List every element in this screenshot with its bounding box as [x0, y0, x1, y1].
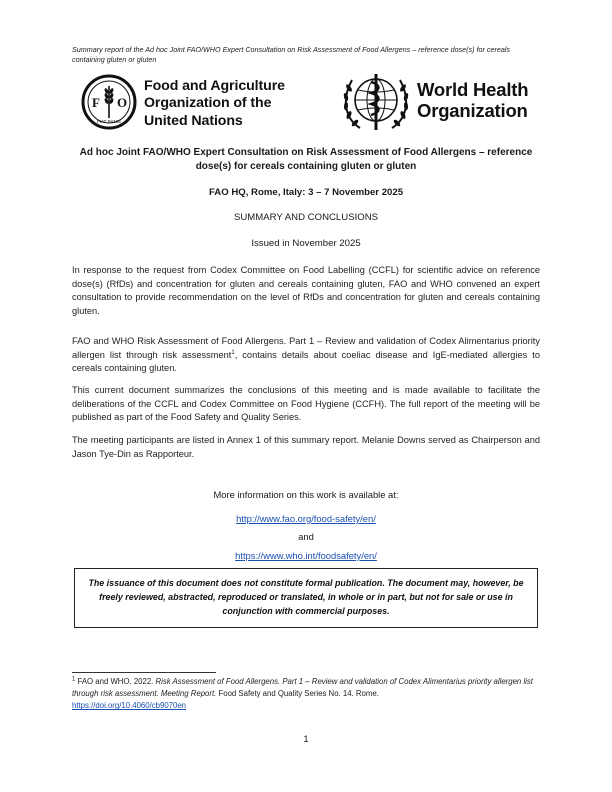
footnote-italic-title: Risk Assessment of Food Allergens. Part 1 – Review and validation of Codex Alimentarius priority allergen list through risk assessment. Meeting Report. — [72, 677, 533, 699]
paragraph-request: In response to the request from Codex Committee on Food Labelling (CCFL) for scientific advice on reference dose(s) (RfDs) and concentration for gluten and cereals containing gluten, FAO and WHO convened an expert consultation to provide recommendation on the level of RfDs and concentration for gluten and cereals containing gluten. — [72, 265, 540, 316]
fao-name-line: Food and Agriculture — [144, 78, 285, 94]
running-header: Summary report of the Ad hoc Joint FAO/WHO Expert Consultation on Risk Assessment of Food Allergens – reference dose(s) for cereals containing gluten or gluten — [72, 45, 511, 64]
footnote-marker: 1 — [72, 676, 76, 683]
footnote-tail: Food Safety and Quality Series No. 14. Rome. — [216, 689, 379, 699]
footnote-divider — [72, 672, 216, 673]
more-info-connector: and — [298, 531, 314, 542]
fao-motto: FIAT PANIS — [96, 119, 122, 124]
fao-monogram-f: F — [92, 95, 100, 110]
footnote — [72, 676, 542, 712]
who-food-safety-link[interactable]: https://www.who.int/foodsafety/en/ — [235, 550, 377, 561]
footnote-doi-link[interactable]: https://doi.org/10.4060/cb9070en — [72, 701, 187, 711]
paragraph-risk-assessment — [72, 335, 540, 376]
fao-emblem-icon — [76, 74, 142, 130]
disclaimer-box — [74, 568, 538, 628]
footnote-reference[interactable]: 1 — [231, 349, 235, 356]
paragraph-text: , contains details about coeliac disease and IgE-mediated allergies to cereals containing gluten. — [72, 349, 541, 374]
document-title: Ad hoc Joint FAO/WHO Expert Consultation on Risk Assessment of Food Allergens – reference dose(s) for cereals containing gluten or gluten — [79, 147, 533, 172]
disclaimer-text: The issuance of this document does not constitute formal publication. The document may, however, be freely reviewed, abstracted, reproduced or translated, in whole or in part, but not for sale or use in conjunction with commercial purposes. — [88, 578, 524, 616]
more-info-fao-line — [72, 513, 540, 524]
paragraph-summary-purpose: This current document summarizes the conclusions of this meeting and is made available to facilitate the deliberations of the CCFL and Codex Committee on Food Hygiene (CCFH). The full report of the meeting will be published as part of the Food Safety and Quality Series. — [72, 385, 540, 423]
fao-name-line: United Nations — [144, 112, 243, 129]
who-name — [417, 79, 587, 121]
who-name-line: World Health — [417, 79, 529, 100]
paragraph-text: FAO and WHO Risk Assessment of Food Allergens. Part 1 – Review and validation of Codex Alimentarius priority allergen list through risk assessment — [72, 336, 540, 360]
meeting-place: FAO HQ, Rome, Italy: 3 – 7 November 2025 — [208, 187, 404, 198]
footnote-lead: FAO and WHO. 2022. — [75, 677, 156, 686]
fao-name — [144, 78, 334, 130]
paragraph-participants: The meeting participants are listed in Annex 1 of this summary report. Melanie Downs served as Chairperson and Jason Tye-Din as Rapporteur. — [72, 435, 540, 459]
who-emblem-icon — [340, 68, 412, 134]
fao-food-safety-link[interactable]: http://www.fao.org/food-safety/en/ — [236, 513, 376, 524]
more-info-lead: More information on this work is available at: — [213, 489, 399, 500]
issued-date: Issued in November 2025 — [251, 238, 361, 249]
fao-monogram-o: O — [116, 95, 128, 110]
more-info-who-line — [72, 550, 540, 561]
fao-name-line: Organization of the — [144, 95, 272, 112]
page-number: 1 — [303, 733, 309, 744]
who-name-line: Organization — [417, 100, 528, 121]
summary-heading: SUMMARY AND CONCLUSIONS — [233, 212, 379, 223]
